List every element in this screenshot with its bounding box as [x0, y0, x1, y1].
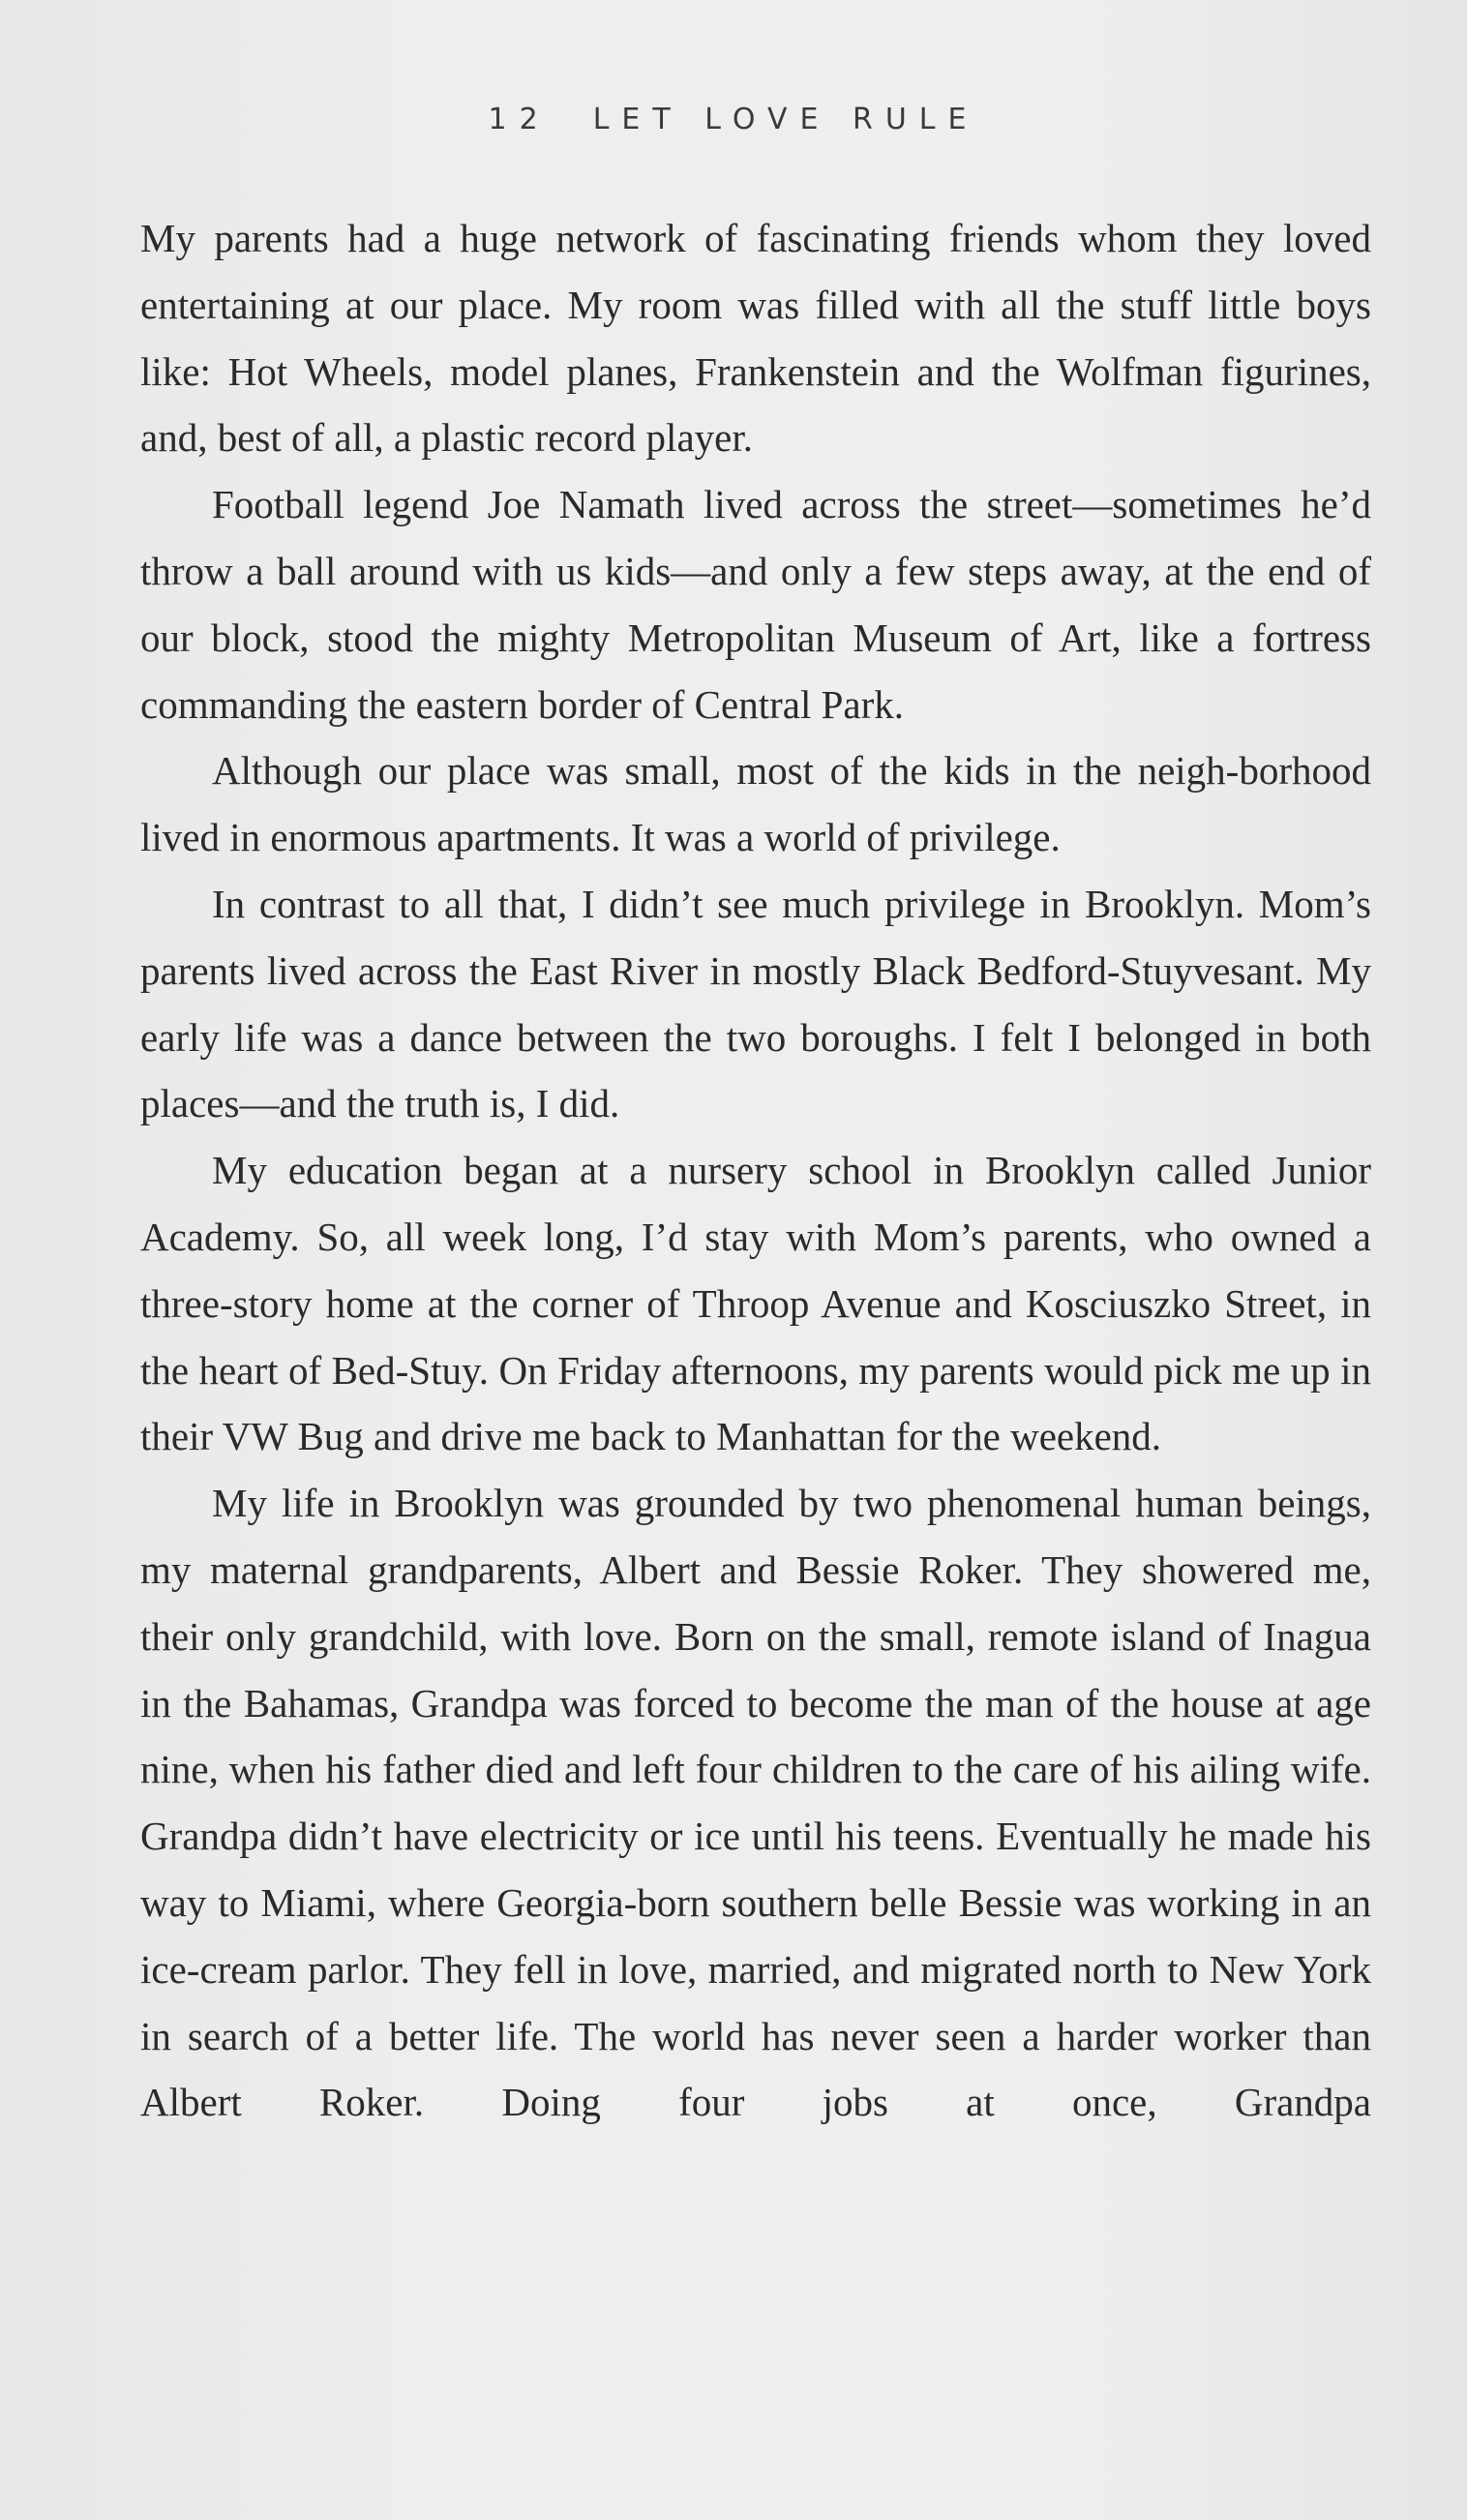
paragraph: My education began at a nursery school in Brooklyn called Junior Academy. So, all week long, I’d stay with Mom’s parents, who owned a three-story home at the corner of Throop Avenue and Kosciuszko Street, in the heart of Bed-Stuy. On Friday afternoons, my parents would pick me up in their VW Bug and drive me back to Manhattan for the weekend. [140, 1148, 1371, 1459]
body-text [140, 205, 1371, 2136]
paragraph: My life in Brooklyn was grounded by two phenomenal human beings, my maternal grandparents, Albert and Bessie Roker. They showered me, their only grandchild, with love. Born on the small, remote island of Inagua in the Bahamas, Grandpa was forced to become the man of the house at age nine, when his father died and left four children to the care of his ailing wife. Grandpa didn’t have electricity or ice until his teens. Eventually he made his way to Miami, where Georgia-born southern belle Bessie was working in an ice-cream parlor. They fell in love, married, and migrated north to New York in search of a better life. The world has never seen a harder worker than Albert Roker. Doing four jobs at once, Grandpa [140, 1481, 1371, 2125]
paragraph: Although our place was small, most of the kids in the neigh-borhood lived in enormous apartments. It was a world of privilege. [140, 748, 1371, 860]
running-title: LET LOVE RULE [592, 103, 979, 136]
running-head [0, 101, 1467, 139]
page-number: 12 [488, 103, 551, 136]
paragraph: My parents had a huge network of fascinating friends whom they loved entertaining at our place. My room was filled with all the stuff little boys like: Hot Wheels, model planes, Frankenstein and the Wolfman figurines, and, best of all, a plastic record player. [140, 216, 1371, 461]
paragraph: Football legend Joe Namath lived across the street—sometimes he’d throw a ball around with us kids—and only a few steps away, at the end of our block, stood the mighty Metropolitan Museum of Art, like a fortress commanding the eastern border of Central Park. [140, 482, 1371, 727]
paragraph: In contrast to all that, I didn’t see much privilege in Brooklyn. Mom’s parents lived across the East River in mostly Black Bedford-Stuyvesant. My early life was a dance between the two boroughs. I felt I belonged in both places—and the truth is, I did. [140, 881, 1371, 1126]
